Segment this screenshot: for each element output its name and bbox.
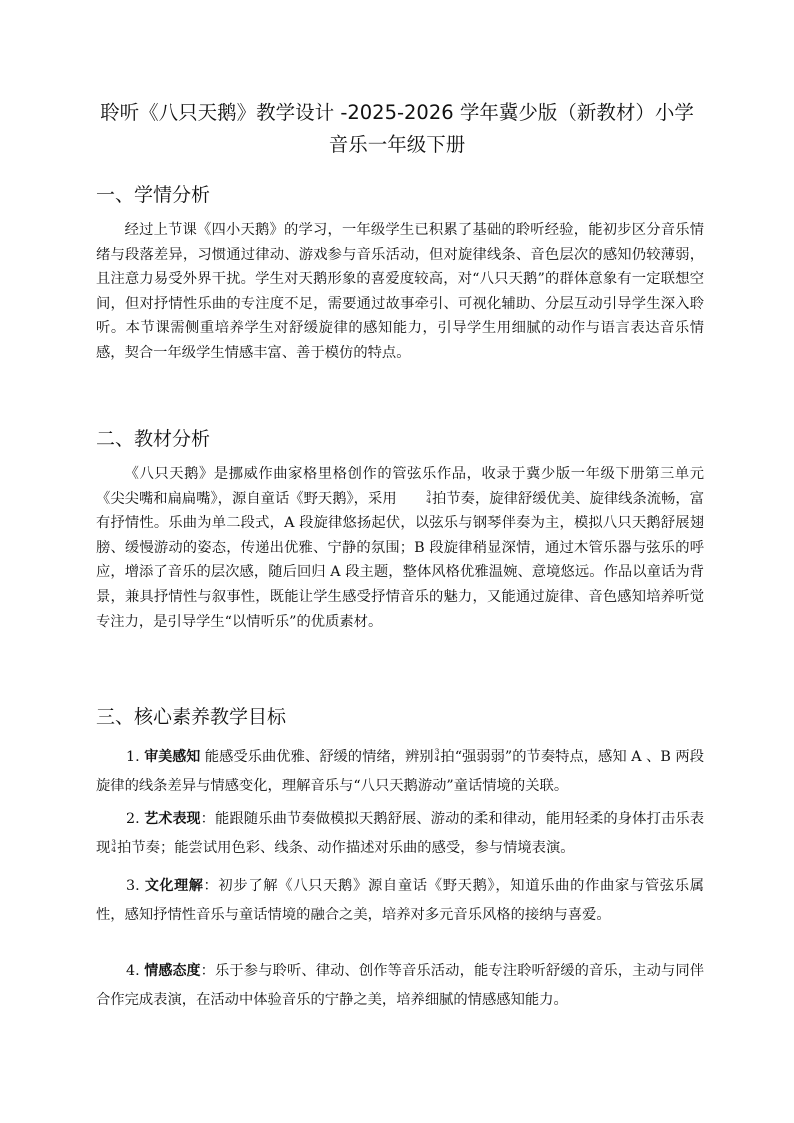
time-signature-top: 3 xyxy=(111,838,117,847)
goal-item xyxy=(96,957,704,1015)
learner-analysis-paragraph: 经过上节课《四小天鹅》的学习，一年级学生已积累了基础的聆听经验，能初步区分音乐情绪与段落差异，习惯通过律动、游戏参与音乐活动，但对旋律线条、音色层次的感知仍较薄弱，且注意力易受外界干扰。学生对天鹅形象的喜爱度较高，对“八只天鹅”的群体意象有一定联想空间，但对抒情性乐曲的专注度不足，需要通过故事牵引、可视化辅助、分层互动引导学生深入聆听。本节课需侧重培养学生对舒缓旋律的感知能力，引导学生用细腻的动作与语言表达音乐情感，契合一年级学生情感丰富、善于模仿的特点。 xyxy=(96,222,704,361)
time-signature-top: 3 xyxy=(426,488,432,498)
goal-item xyxy=(96,805,704,863)
goal-text-a: ：能跟随乐曲节奏做模拟天鹅舒展、游动的柔和律动，能用轻柔的身体打击乐表现 xyxy=(96,811,705,856)
time-signature-top: 3 xyxy=(434,747,440,756)
goal-text-b: 拍节奏；能尝试用色彩、线条、动作描述对乐曲的感受，参与情境表演。 xyxy=(117,840,575,856)
goal-text-a: ：初步了解《八只天鹅》源自童话《野天鹅》，知道乐曲的作曲家与管弦乐属性，感知抒情性音乐与童话情境的融合之美，培养对多元音乐风格的接纳与喜爱。 xyxy=(96,878,704,923)
section-heading-teaching-goals: 三、核心素养教学目标 xyxy=(96,706,287,728)
goal-item xyxy=(96,872,704,930)
section-heading-learner-analysis: 一、学情分析 xyxy=(96,184,211,206)
goal-text-b: 拍“强弱弱”的节奏特点，感知 A 、B 两段旋律的线条差异与情感变化，理解音乐与“八只天鹅游动”童话情境的关联。 xyxy=(96,749,705,794)
document-title: 聆听《八只天鹅》教学设计 -2025-2026 学年冀少版（新教材）小学音乐一年级下册 xyxy=(100,101,694,156)
goal-label: 艺术表现 xyxy=(144,811,201,827)
time-signature xyxy=(435,748,440,762)
goal-number: 1. xyxy=(126,749,140,765)
time-signature xyxy=(111,839,116,853)
time-signature-bottom: 4 xyxy=(111,845,117,854)
goal-label: 情感态度 xyxy=(144,963,201,979)
goal-text-a: 能感受乐曲优雅、舒缓的情绪，辨别 xyxy=(200,749,434,765)
material-analysis-paragraph xyxy=(96,462,704,634)
goal-text-a: ：乐于参与聆听、律动、创作等音乐活动，能专注聆听舒缓的音乐，主动与同伴合作完成表演，在活动中体验音乐的宁静之美，培养细腻的情感感知能力。 xyxy=(96,963,705,1008)
goal-label: 文化理解 xyxy=(144,878,204,894)
material-analysis-text-a: 《八只天鹅》是挪威作曲家格里格创作的管弦乐作品，收录于冀少版一年级下册第三单元《尖尖嘴和扁扁嘴》，源自童话《野天鹅》，采用 xyxy=(96,466,704,507)
goal-number: 4. xyxy=(126,963,140,979)
material-analysis-text-b: 拍节奏，旋律舒缓优美、旋律线条流畅，富有抒情性。乐曲为单二段式，A 段旋律悠扬起伏，以弦乐与钢琴伴奏为主，模拟八只天鹅舒展翅膀、缓慢游动的姿态，传递出优雅、宁静的氛围；B 段旋律稍显深情，通过木管乐器与弦乐的呼应，增添了音乐的层次感，随后回归 A 段主题，整体风格优雅温婉、意境悠远。作品以童话为背景，兼具抒情性与叙事性，既能让学生感受抒情音乐的魅力，又能通过旋律、音色感知培养听觉专注力，是引导学生“以情听乐”的优质素材。 xyxy=(96,490,705,630)
time-signature-bottom: 4 xyxy=(426,495,432,505)
goal-number: 3. xyxy=(126,878,140,894)
time-signature-bottom: 4 xyxy=(434,754,440,763)
goal-item xyxy=(96,743,704,801)
section-heading-material-analysis: 二、教材分析 xyxy=(96,428,211,450)
time-signature xyxy=(398,490,431,504)
goal-label: 审美感知 xyxy=(144,749,201,765)
goal-number: 2. xyxy=(126,811,140,827)
